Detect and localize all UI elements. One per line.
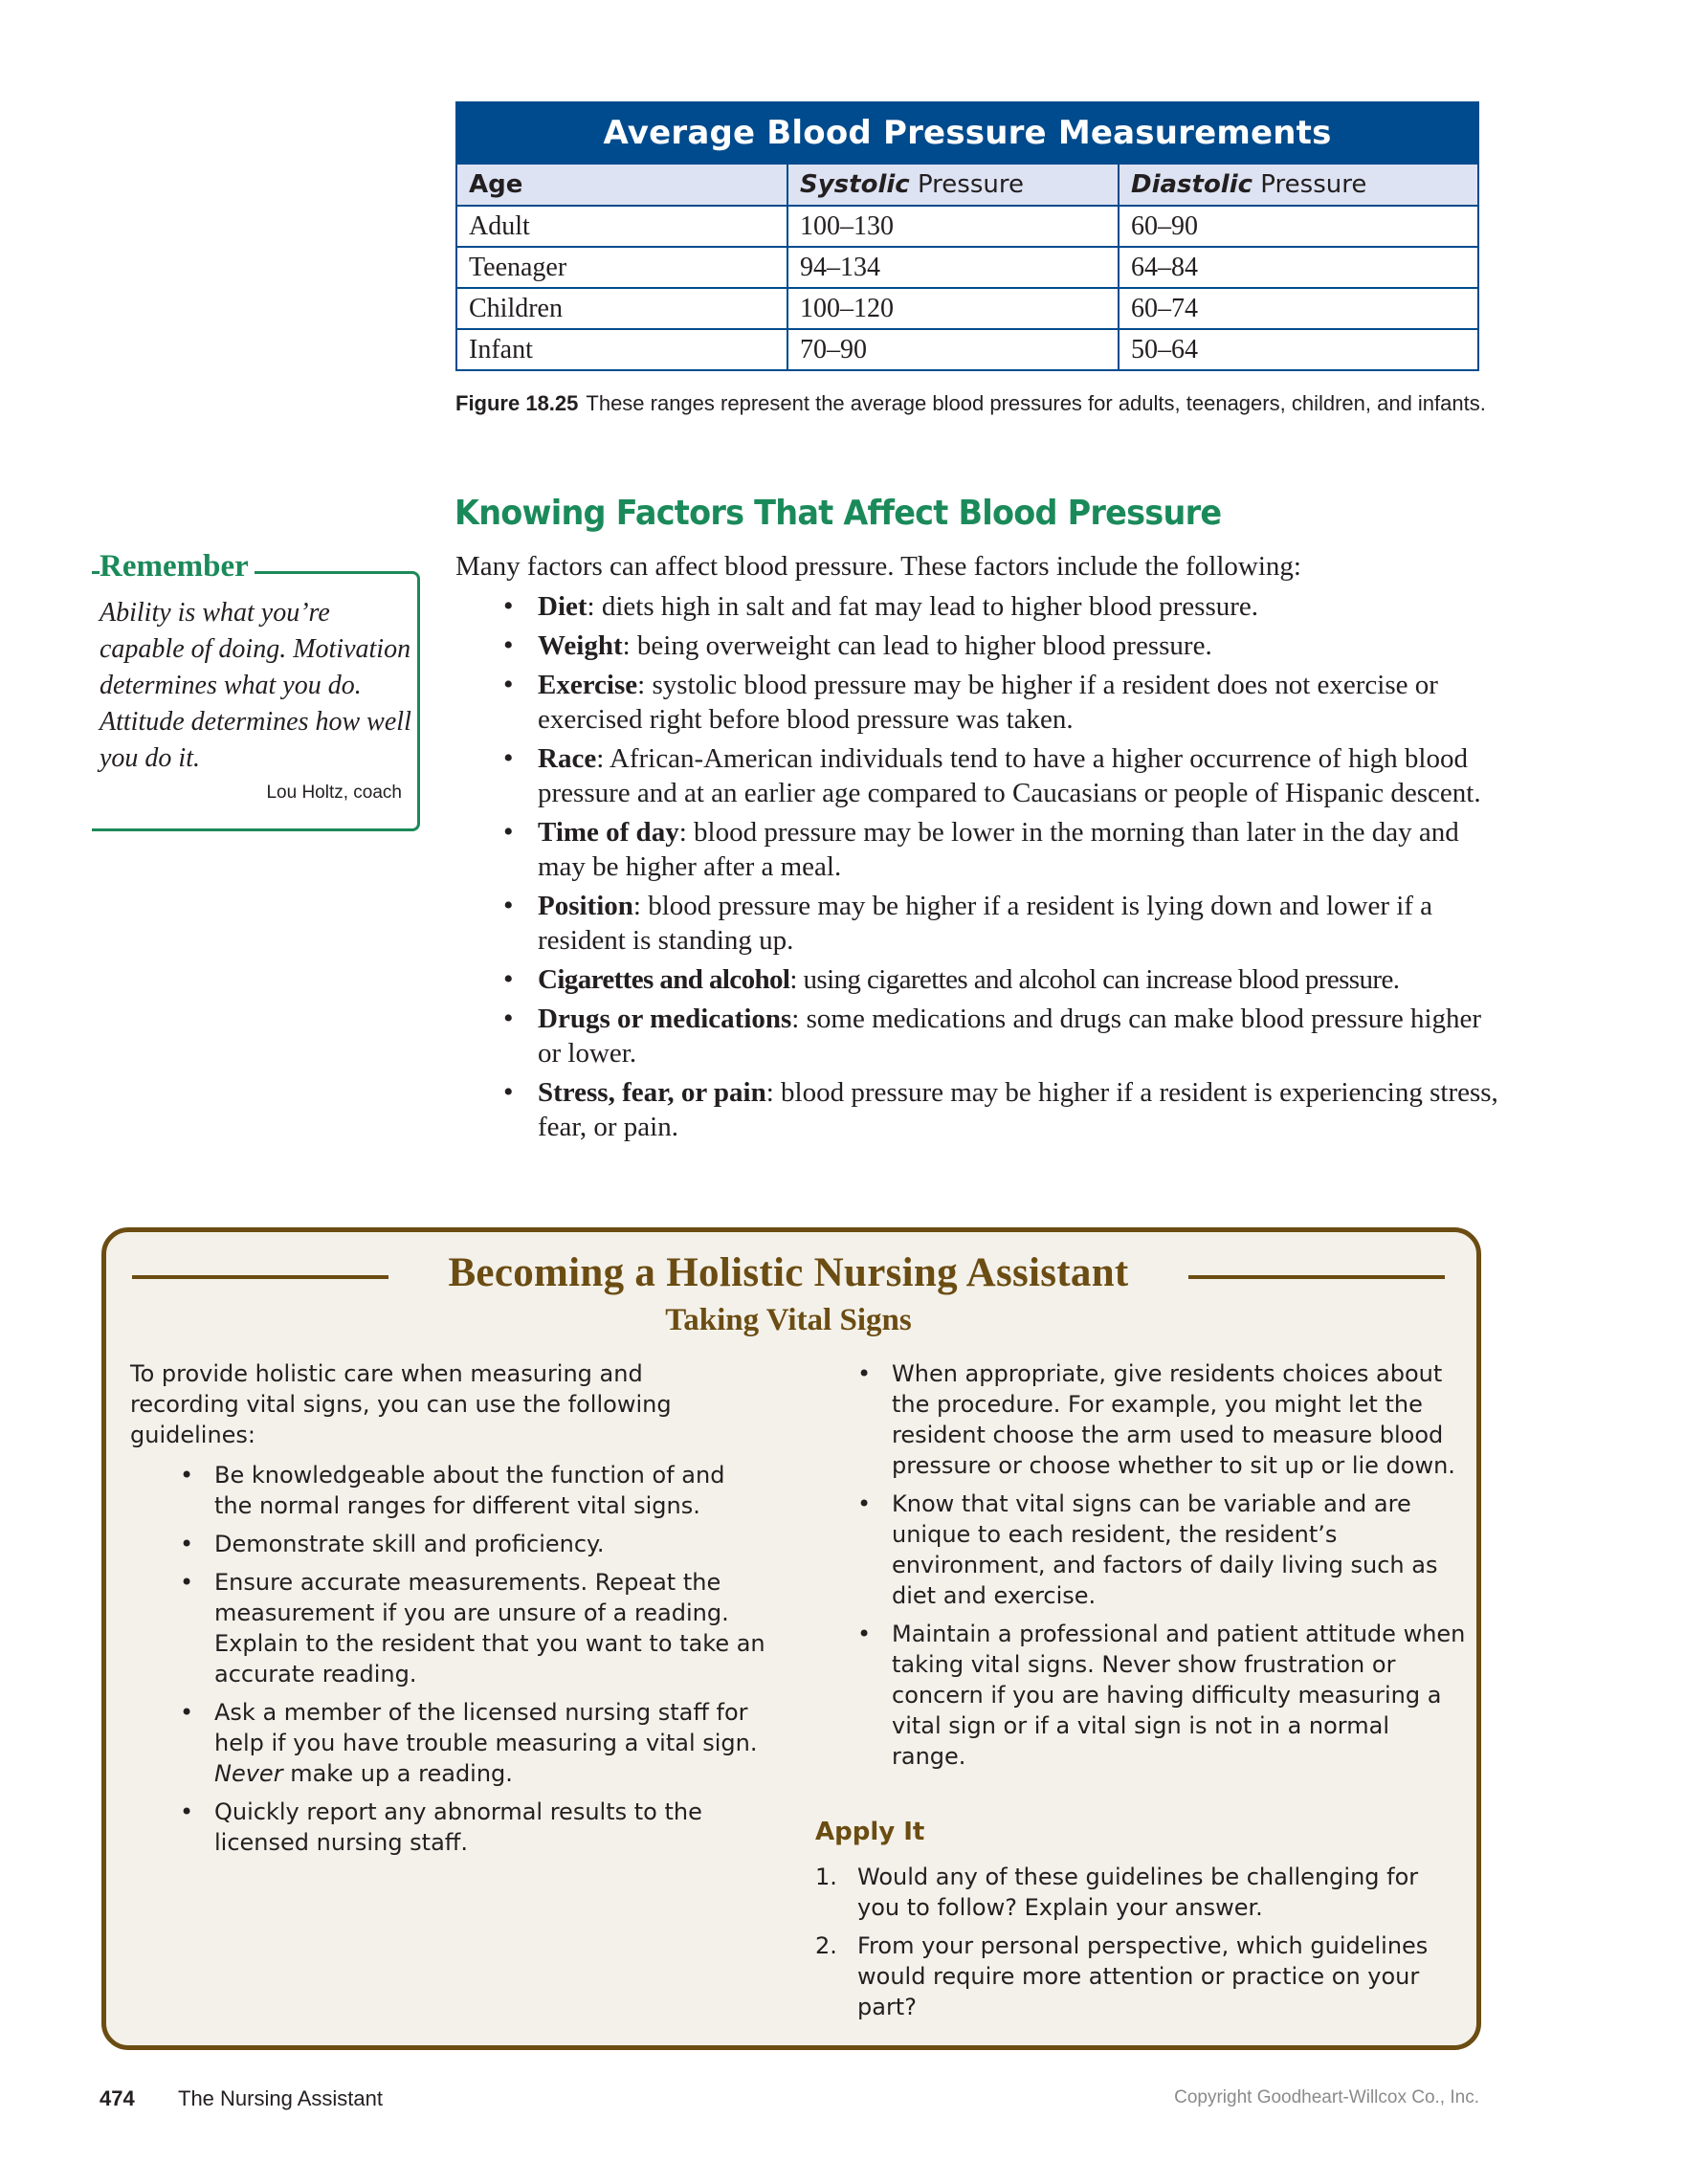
list-item xyxy=(503,962,1498,997)
ask-item-emphasis: Never xyxy=(214,1760,283,1787)
table-row xyxy=(456,247,1478,288)
table-row xyxy=(456,329,1478,370)
factor-term: Exercise xyxy=(538,670,638,700)
list-item xyxy=(176,1697,769,1789)
table-cell-systolic: 70–90 xyxy=(787,329,1119,370)
holistic-subtitle: Taking Vital Signs xyxy=(665,1303,912,1337)
list-item: • Maintain a professional and patient attitude when taking vital signs. Never show frustration or concern if you are having difficulty measuring a vital sign or if a vital sign is not in a normal range. xyxy=(854,1619,1466,1772)
table-cell-diastolic: 50–64 xyxy=(1119,329,1478,370)
list-item xyxy=(503,741,1498,810)
remember-title: Remember xyxy=(100,549,255,585)
table-cell-diastolic: 64–84 xyxy=(1119,247,1478,288)
list-item xyxy=(815,1862,1466,1923)
table-cell-systolic: 100–120 xyxy=(787,288,1119,329)
table-row xyxy=(456,288,1478,329)
factor-text: : being overweight can lead to higher blood pressure. xyxy=(622,630,1212,661)
table-cell-diastolic: 60–90 xyxy=(1119,206,1478,247)
factor-term: Race xyxy=(538,743,597,774)
factor-text: : diets high in salt and fat may lead to higher blood pressure. xyxy=(587,591,1259,622)
factor-term: Stress, fear, or pain xyxy=(538,1077,766,1108)
list-item: • Ensure accurate measurements. Repeat the measurement if you are unsure of a reading. Explain to the resident that you want to take an accurate reading. xyxy=(176,1567,769,1689)
list-item xyxy=(503,1075,1498,1144)
page-number: 474 xyxy=(100,2086,135,2110)
list-item xyxy=(503,1002,1498,1070)
factor-text: : blood pressure may be lower in the morning than later in the day and may be higher after a meal. xyxy=(538,817,1459,882)
header-diastolic xyxy=(1119,164,1478,206)
list-item xyxy=(815,1930,1466,2022)
table-row xyxy=(456,206,1478,247)
ask-item-before: Ask a member of the licensed nursing staff for help if you have trouble measuring a vital sign. xyxy=(214,1699,758,1756)
item-number: 2. xyxy=(815,1932,837,1959)
apply-it-list xyxy=(815,1862,1466,2030)
section-intro: Many factors can affect blood pressure. These factors include the following: xyxy=(455,551,1301,582)
table-cell-age: Teenager xyxy=(456,247,787,288)
list-item: • Know that vital signs can be variable and are unique to each resident, the resident’s environment, and factors of daily living such as diet and exercise. xyxy=(854,1489,1466,1611)
header-systolic xyxy=(787,164,1119,206)
table-cell-diastolic: 60–74 xyxy=(1119,288,1478,329)
header-diastolic-em: Diastolic xyxy=(1131,170,1253,199)
table-cell-age: Infant xyxy=(456,329,787,370)
figure-caption xyxy=(455,388,1489,419)
table-cell-age: Adult xyxy=(456,206,787,247)
factor-term: Diet xyxy=(538,591,587,622)
blood-pressure-table xyxy=(455,101,1479,371)
title-rule-right xyxy=(1188,1275,1445,1279)
factor-text: : using cigarettes and alcohol can increase blood pressure. xyxy=(789,964,1400,995)
holistic-title-row xyxy=(132,1249,1445,1303)
remember-quote: Ability is what you’re capable of doing. Motivation determines what you do. Attitude determines how well you do it. xyxy=(100,598,411,773)
list-item xyxy=(503,815,1498,884)
figure-label: Figure 18.25 xyxy=(455,391,579,415)
factor-text: : some medications and drugs can make blood pressure higher or lower. xyxy=(538,1004,1482,1069)
item-number: 1. xyxy=(815,1864,837,1890)
factor-text: : African-American individuals tend to have a higher occurrence of high blood pressure and at an earlier age compared to Caucasians or people of Hispanic descent. xyxy=(538,743,1481,808)
list-item: • Quickly report any abnormal results to the licensed nursing staff. xyxy=(176,1797,769,1858)
apply-it-heading: Apply It xyxy=(815,1818,925,1846)
copyright: Copyright Goodheart-Willcox Co., Inc. xyxy=(1174,2087,1479,2107)
table-cell-systolic: 94–134 xyxy=(787,247,1119,288)
list-item: • Be knowledgeable about the function of and the normal ranges for different vital signs. xyxy=(176,1460,769,1521)
table-header-row xyxy=(456,164,1478,206)
factor-term: Cigarettes and alcohol xyxy=(538,964,790,995)
guidelines-list-right xyxy=(854,1358,1466,1779)
list-item: • When appropriate, give residents choices about the procedure. For example, you might let the resident choose the arm used to measure blood pressure or choose whether to sit up or lie down. xyxy=(854,1358,1466,1481)
figure-caption-text: These ranges represent the average blood pressures for adults, teenagers, children, and infants. xyxy=(586,391,1486,415)
factor-term: Time of day xyxy=(538,817,679,848)
factor-text: : blood pressure may be higher if a resident is experiencing stress, fear, or pain. xyxy=(538,1077,1498,1142)
header-age: Age xyxy=(456,164,787,206)
factors-list xyxy=(503,589,1498,1149)
list-item xyxy=(503,668,1498,737)
table-title: Average Blood Pressure Measurements xyxy=(456,102,1478,164)
header-systolic-em: Systolic xyxy=(800,170,910,199)
book-title: The Nursing Assistant xyxy=(178,2086,383,2110)
table-cell-age: Children xyxy=(456,288,787,329)
header-systolic-rest: Pressure xyxy=(909,170,1024,199)
list-item: • Demonstrate skill and proficiency. xyxy=(176,1529,769,1559)
factor-term: Weight xyxy=(538,630,623,661)
section-heading: Knowing Factors That Affect Blood Pressure xyxy=(454,494,1222,533)
holistic-intro: To provide holistic care when measuring and recording vital signs, you can use the following guidelines: xyxy=(130,1360,672,1448)
factor-text: : blood pressure may be higher if a resident is lying down and lower if a resident is standing up. xyxy=(538,891,1433,956)
factor-term: Drugs or medications xyxy=(538,1004,792,1034)
item-text: From your personal perspective, which guidelines would require more attention or practice on your part? xyxy=(857,1932,1429,2020)
item-text: Would any of these guidelines be challenging for you to follow? Explain your answer. xyxy=(857,1864,1419,1921)
ask-item-after: make up a reading. xyxy=(282,1760,513,1787)
header-diastolic-rest: Pressure xyxy=(1253,170,1367,199)
factor-text: : systolic blood pressure may be higher if a resident does not exercise or exercised right before blood pressure was taken. xyxy=(538,670,1438,735)
list-item xyxy=(503,589,1498,624)
guidelines-list-left xyxy=(176,1460,769,1865)
holistic-title: Becoming a Holistic Nursing Assistant xyxy=(448,1250,1129,1295)
remember-attribution: Lou Holtz, coach xyxy=(266,783,402,803)
factor-term: Position xyxy=(538,891,633,921)
list-item xyxy=(503,629,1498,663)
table-cell-systolic: 100–130 xyxy=(787,206,1119,247)
list-item xyxy=(503,889,1498,958)
